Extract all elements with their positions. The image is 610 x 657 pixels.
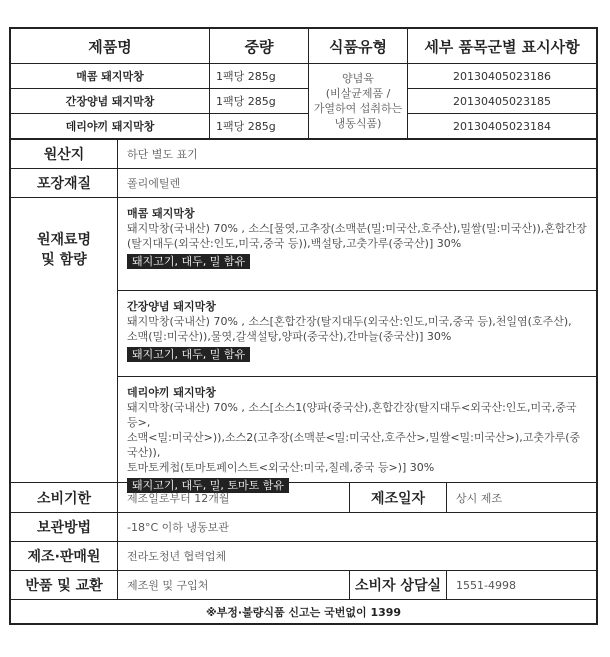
food-type-line: (비살균제품 / (325, 87, 391, 100)
packaging-value: 폴리에틸렌 (118, 169, 597, 198)
ingredient-text: 소맥<밀:미국산>)),소스2(고추장(소맥분<밀:미국산,호주산>,밀쌀<밀:미국산>),고춧가루(중국산)), (127, 431, 581, 459)
product-report-number: 20130405023185 (408, 89, 597, 114)
col-type-header: 식품유형 (309, 29, 408, 64)
allergen-badge: 돼지고기, 대두, 밀 함유 (127, 254, 250, 269)
food-type-line: 양념육 (342, 72, 374, 85)
mfg-date-label: 제조일자 (350, 483, 447, 513)
returns-label: 반품 및 교환 (11, 571, 118, 600)
returns-value: 제조원 및 구입처 (118, 571, 350, 600)
storage-value: -18°C 이하 냉동보관 (118, 513, 597, 542)
consumer-center-value: 1551-4998 (447, 571, 597, 600)
mfg-date-value: 상시 제조 (447, 483, 597, 513)
shelf-life-value: 제조일로부터 12개월 (118, 483, 350, 513)
shelf-life-row (11, 483, 597, 513)
product-header-row (11, 29, 597, 64)
food-type-cell (309, 64, 408, 139)
ingredient-block (118, 290, 596, 376)
ingredient-text: (탈지대두(외국산:인도,미국,중국 등)),백설탕,고춧가루(중국산)] 30% (127, 237, 462, 250)
detail-table (10, 139, 597, 624)
product-weight: 1팩당 285g (210, 64, 309, 89)
origin-value: 하단 별도 표기 (118, 140, 597, 169)
packaging-row (11, 169, 597, 198)
col-weight-header: 중량 (210, 29, 309, 64)
ingredient-text: 돼지막창(국내산) 70% , 소스[혼합간장(탈지대두(외국산:인도,미국,중국 등),천일염(호주산), (127, 315, 572, 328)
allergen-badge: 돼지고기, 대두, 밀, 토마토 함유 (127, 478, 289, 493)
food-type-line: 가열하여 섭취하는 (313, 102, 403, 115)
allergen-badge: 돼지고기, 대두, 밀 함유 (127, 347, 250, 362)
food-type-line: 냉동식품) (334, 117, 382, 130)
ingredient-product-name: 간장양념 돼지막창 (127, 300, 216, 313)
ingredient-block (118, 198, 596, 290)
product-row (11, 89, 597, 114)
ingredients-label-line: 및 함량 (41, 252, 87, 268)
product-report-number: 20130405023186 (408, 64, 597, 89)
ingredient-product-name: 매콤 돼지막창 (127, 207, 195, 220)
ingredients-cell (118, 198, 597, 492)
product-weight: 1팩당 285g (210, 114, 309, 139)
storage-label: 보관방법 (11, 513, 118, 542)
col-product-header: 제품명 (11, 29, 210, 64)
storage-row (11, 513, 597, 542)
product-row (11, 114, 597, 139)
manufacturer-label: 제조·판매원 (11, 542, 118, 571)
manufacturer-value: 전라도청년 협력업체 (118, 542, 597, 571)
food-label-sheet (9, 27, 598, 625)
ingredient-text: 소맥(밀:미국산)),물엿,갈색설탕,양파(중국산),간마늘(중국산)] 30% (127, 330, 452, 343)
product-row (11, 64, 597, 89)
product-weight: 1팩당 285g (210, 89, 309, 114)
product-name: 매콤 돼지막창 (11, 64, 210, 89)
packaging-label: 포장재질 (11, 169, 118, 198)
product-report-number: 20130405023184 (408, 114, 597, 139)
consumer-center-label: 소비자 상담실 (350, 571, 447, 600)
origin-row (11, 140, 597, 169)
ingredients-row (11, 198, 597, 483)
ingredient-block (118, 376, 596, 492)
product-name: 간장양념 돼지막창 (11, 89, 210, 114)
ingredient-text: 토마토케첩(토마토페이스트<외국산:미국,칠레,중국 등>)] 30% (127, 461, 435, 474)
ingredients-label-line: 원재료명 (36, 232, 92, 248)
ingredients-label (11, 198, 118, 483)
product-name: 데리야끼 돼지막창 (11, 114, 210, 139)
returns-row (11, 571, 597, 600)
ingredient-product-name: 데리야끼 돼지막창 (127, 386, 216, 399)
origin-label: 원산지 (11, 140, 118, 169)
manufacturer-row (11, 542, 597, 571)
product-table (10, 28, 597, 139)
col-report-header: 세부 품목군별 표시사항 (408, 29, 597, 64)
footer-notice: ※부정·불량식품 신고는 국번없이 1399 (11, 600, 597, 624)
ingredient-text: 돼지막창(국내산) 70% , 소스[소스1(양파(중국산),혼합간장(탈지대두<외국산:인도,미국,중국 등>, (127, 401, 577, 429)
shelf-life-label: 소비기한 (11, 483, 118, 513)
ingredient-text: 돼지막창(국내산) 70% , 소스[물엿,고추장(소맥분(밀:미국산,호주산),밀쌀(밀:미국산)),혼합간장 (127, 222, 587, 235)
footer-row (11, 600, 597, 624)
